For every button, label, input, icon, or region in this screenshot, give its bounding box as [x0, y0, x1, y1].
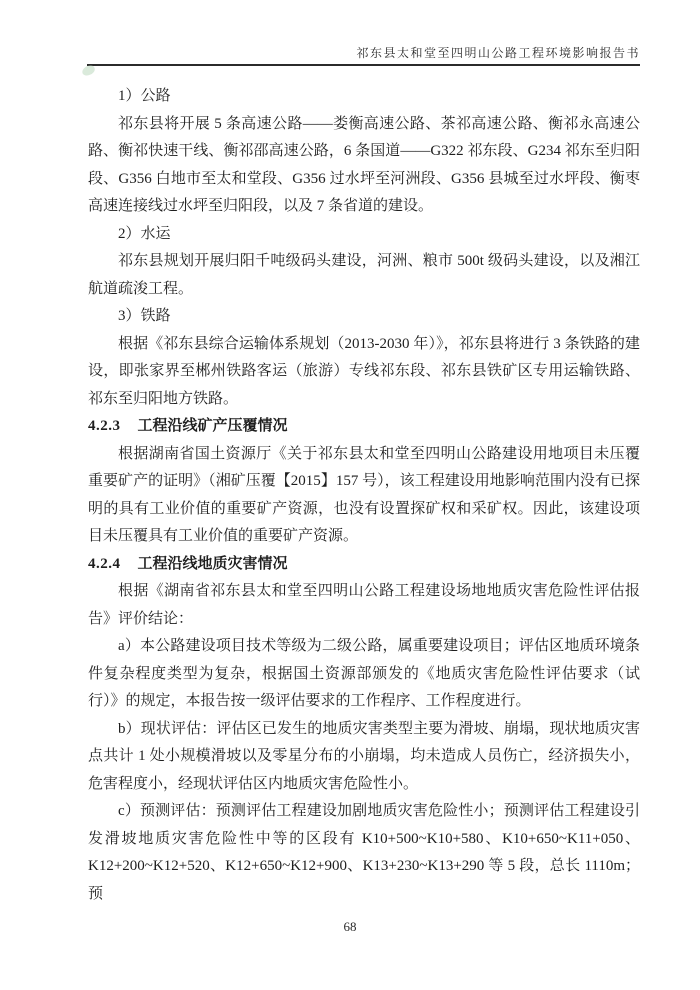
paragraph-geohazard-a: a）本公路建设项目技术等级为二级公路，属重要建设项目；评估区地质环境条件复杂程度类型为复杂，根据国土资源部颁发的《地质灾害危险性评估要求（试行）》的规定，本报告按一级评估要求的工作程序、工作程度进行。 — [88, 638, 640, 709]
list-item-water: 2）水运 — [118, 225, 171, 242]
paragraph-rail: 根据《祁东县综合运输体系规划（2013-2030 年）》，祁东县将进行 3 条铁路的建设，即张家界至郴州铁路客运（旅游）专线祁东段、祁东县铁矿区专用运输铁路、祁东至归阳地方铁路。 — [88, 335, 640, 407]
scan-artifact-mark — [81, 64, 96, 77]
paragraph-geohazard-b: b）现状评估：评估区已发生的地质灾害类型主要为滑坡、崩塌，现状地质灾害点共计 1 处小规模滑坡以及零星分布的小崩塌，均未造成人员伤亡，经济损失小，危害程度小，经现状评估区内地质灾害危险性小。 — [88, 720, 640, 792]
page-footer — [0, 919, 700, 935]
section-number-4-2-3: 4.2.3 — [88, 418, 121, 434]
section-heading-4-2-4 — [88, 551, 640, 579]
document-body — [88, 83, 640, 908]
paragraph-geohazard-c: c）预测评估：预测评估工程建设加剧地质灾害危险性小；预测评估工程建设引发滑坡地质灾害危险性中等的区段有 K10+500~K10+580、K10+650~K11+050、K12+200~K12+520、K12+650~K12+900、K13+230~K13+290 等 5 段，总长 1110m；预 — [88, 803, 640, 902]
list-item-roads: 1）公路 — [118, 88, 171, 104]
section-title-4-2-3: 工程沿线矿产压覆情况 — [137, 418, 288, 434]
page-number: 68 — [343, 919, 357, 934]
paragraph-mineral-coverage: 根据湖南省国土资源厅《关于祁东县太和堂至四明山公路建设用地项目未压覆重要矿产的证明》（湘矿压覆【2015】157 号），该工程建设用地影响范围内没有已探明的具有工业价值的重要矿产资源，也没有设置探矿权和采矿权。因此，该建设项目未压覆具有工业价值的重要矿产资源。 — [88, 445, 640, 544]
paragraph-water: 祁东县规划开展归阳千吨级码头建设，河洲、粮市 500t 级码头建设，以及湘江航道疏浚工程。 — [88, 253, 640, 297]
paragraph-geohazard-intro: 根据《湖南省祁东县太和堂至四明山公路工程建设场地地质灾害危险性评估报告》评价结论： — [88, 583, 640, 627]
running-head-title: 祁东县太和堂至四明山公路工程环境影响报告书 — [356, 46, 640, 60]
section-number-4-2-4: 4.2.4 — [88, 555, 121, 572]
section-title-4-2-4: 工程沿线地质灾害情况 — [137, 555, 288, 572]
header-rule — [87, 64, 640, 66]
paragraph-roads: 祁东县将开展 5 条高速公路——娄衡高速公路、茶祁高速公路、衡祁永高速公路、衡祁快速干线、衡祁邵高速公路，6 条国道——G322 祁东段、G234 祁东至归阳段、G356 白地市至太和堂段、G356 过水坪至河洲段、G356 县城至过水坪段、衡枣高速连接线过水坪至归阳段，以及 7 条省道的建设。 — [88, 115, 640, 214]
section-heading-4-2-3 — [88, 413, 640, 441]
list-item-rail: 3）铁路 — [118, 308, 171, 324]
